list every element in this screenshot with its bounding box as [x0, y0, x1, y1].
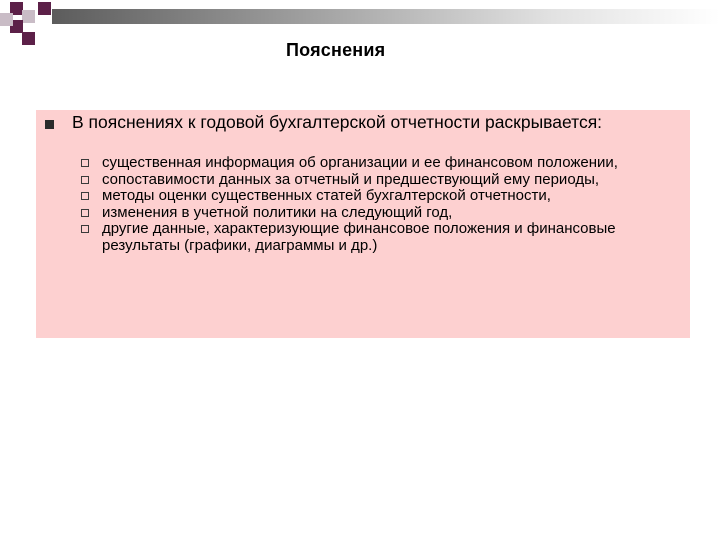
slide-title: Пояснения	[286, 40, 386, 60]
list-item-text: изменения в учетной политики на следующий год,	[102, 203, 453, 221]
main-bullet-text: В пояснениях к годовой бухгалтерской отчетности раскрывается:	[72, 112, 603, 132]
corner-square	[22, 32, 35, 45]
list-item-text: другие данные, характеризующие финансовое положения и финансовые результаты (графики, диаграммы и др.)	[102, 220, 616, 254]
corner-square	[38, 2, 51, 15]
header-gradient-bar	[52, 9, 720, 24]
corner-square	[0, 13, 13, 26]
list-item	[78, 188, 678, 205]
square-bullet-icon	[45, 120, 54, 129]
hollow-square-bullet-icon	[81, 225, 89, 233]
hollow-square-bullet-icon	[81, 192, 89, 200]
list-item-text: методы оценки существенных статей бухгалтерской отчетности,	[102, 187, 551, 204]
list-item-text: существенная информация об организации и ее финансовом положении,	[102, 154, 618, 171]
list-item	[78, 205, 678, 222]
hollow-square-bullet-icon	[81, 209, 89, 217]
hollow-square-bullet-icon	[81, 176, 89, 184]
sub-bullet-list	[78, 155, 678, 254]
corner-square	[22, 10, 35, 23]
list-item	[78, 155, 678, 172]
list-item	[78, 172, 678, 189]
hollow-square-bullet-icon	[81, 159, 89, 167]
list-item-text: сопоставимости данных за отчетный и предшествующий ему периоды,	[102, 170, 600, 188]
list-item	[78, 221, 678, 254]
